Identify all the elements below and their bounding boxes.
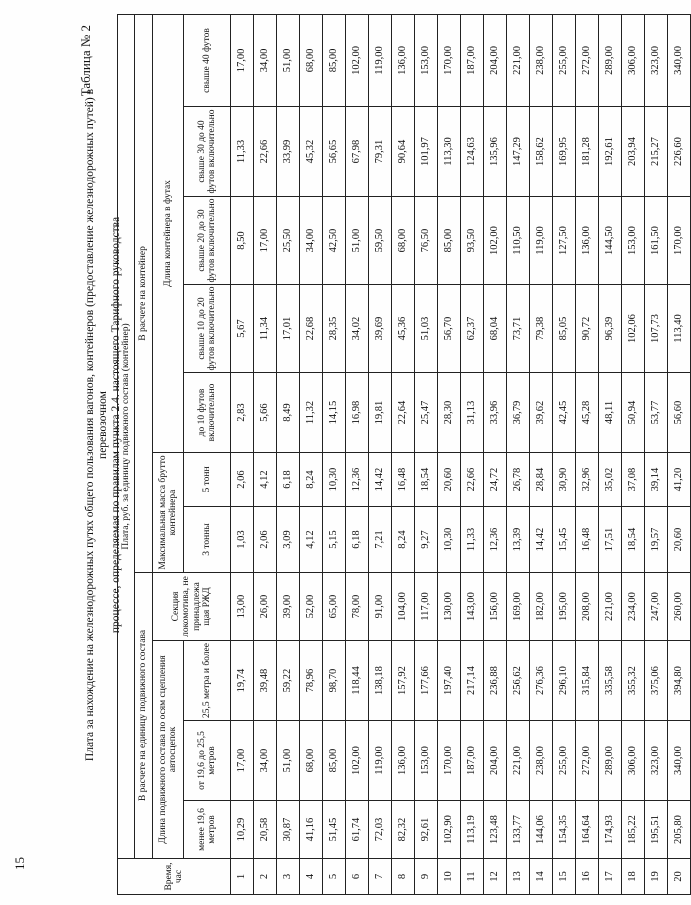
table-cell: 113,40	[668, 285, 691, 373]
table-cell: 78,96	[300, 641, 323, 721]
table-cell: 22,66	[254, 107, 277, 197]
table-row	[461, 14, 484, 894]
table-row	[415, 14, 438, 894]
header-max-mass: Максимальная масса брутто контейнера	[153, 453, 184, 573]
table-cell: 37,08	[622, 453, 645, 507]
table-cell: 221,00	[507, 14, 530, 106]
table-row	[346, 14, 369, 894]
table-cell: 8,49	[277, 373, 300, 453]
table-cell: 85,00	[438, 197, 461, 285]
table-cell: 123,48	[484, 801, 507, 859]
table-cell: 26,78	[507, 453, 530, 507]
table-cell: 255,00	[553, 721, 576, 801]
table-cell: 221,00	[599, 573, 622, 641]
table-cell: 19,81	[369, 373, 392, 453]
table-cell: 226,60	[668, 107, 691, 197]
table-cell: 1	[231, 859, 254, 895]
subheader-7: свыше 10 до 20 футов включительно	[184, 285, 231, 373]
table-cell: 154,35	[553, 801, 576, 859]
table-row	[576, 14, 599, 894]
table-row	[438, 14, 461, 894]
subheader-9: свыше 30 до 40 футов включительно	[184, 107, 231, 197]
table-row	[599, 14, 622, 894]
table-cell: 256,62	[507, 641, 530, 721]
table-cell: 22,64	[392, 373, 415, 453]
table-row	[507, 14, 530, 894]
table-cell: 272,00	[576, 721, 599, 801]
table-cell: 34,00	[254, 14, 277, 106]
table-cell: 50,94	[622, 373, 645, 453]
table-cell: 170,00	[668, 197, 691, 285]
table-cell: 85,00	[323, 721, 346, 801]
table-cell: 3	[277, 859, 300, 895]
table-cell: 135,96	[484, 107, 507, 197]
table-cell: 34,02	[346, 285, 369, 373]
table-cell: 14,15	[323, 373, 346, 453]
table-cell: 260,00	[668, 573, 691, 641]
table-cell: 45,32	[300, 107, 323, 197]
table-cell: 169,95	[553, 107, 576, 197]
table-cell: 6,18	[346, 507, 369, 573]
table-cell: 34,00	[254, 721, 277, 801]
table-row	[484, 14, 507, 894]
table-cell: 234,00	[622, 573, 645, 641]
table-cell: 51,03	[415, 285, 438, 373]
table-cell: 130,00	[438, 573, 461, 641]
table-cell: 117,00	[415, 573, 438, 641]
table-cell: 42,50	[323, 197, 346, 285]
table-cell: 13,39	[507, 507, 530, 573]
table-row	[369, 14, 392, 894]
table-cell: 25,47	[415, 373, 438, 453]
table-cell: 61,74	[346, 801, 369, 859]
table-cell: 133,77	[507, 801, 530, 859]
table-cell: 31,13	[461, 373, 484, 453]
subheader-8: свыше 20 до 30 футов включительно	[184, 197, 231, 285]
table-cell: 85,05	[553, 285, 576, 373]
table-cell: 12,36	[346, 453, 369, 507]
table-cell: 16,98	[346, 373, 369, 453]
table-cell: 161,50	[645, 197, 668, 285]
subheader-5: 5 тонн	[184, 453, 231, 507]
table-cell: 56,70	[438, 285, 461, 373]
table-cell: 153,00	[622, 197, 645, 285]
title-line-1: Плата за нахождение на железнодорожных путях общего пользования вагонов, контейнеров (предоставление железнодорожных путей) в перевозочном	[84, 88, 109, 762]
table-cell: 41,16	[300, 801, 323, 859]
table-cell: 394,80	[668, 641, 691, 721]
table-cell: 192,61	[599, 107, 622, 197]
subheader-6: до 10 футов включительно	[184, 373, 231, 453]
table-cell: 124,63	[461, 107, 484, 197]
table-cell: 13,00	[231, 573, 254, 641]
table-cell: 85,00	[323, 14, 346, 106]
table-cell: 78,00	[346, 573, 369, 641]
table-cell: 255,00	[553, 14, 576, 106]
tariff-table	[117, 14, 691, 895]
table-cell: 7,21	[369, 507, 392, 573]
table-cell: 51,00	[346, 197, 369, 285]
table-cell: 340,00	[668, 14, 691, 106]
table-cell: 8	[392, 859, 415, 895]
table-cell: 153,00	[415, 14, 438, 106]
table-cell: 16,48	[392, 453, 415, 507]
table-cell: 289,00	[599, 721, 622, 801]
page-number: 15	[12, 857, 27, 870]
table-cell: 9	[415, 859, 438, 895]
header-locomotive: Секция локомотива, не принадлежа щая РЖД	[153, 573, 231, 641]
table-cell: 136,00	[392, 14, 415, 106]
table-cell: 68,04	[484, 285, 507, 373]
table-cell: 102,00	[346, 721, 369, 801]
table-cell: 20,58	[254, 801, 277, 859]
table-cell: 181,28	[576, 107, 599, 197]
table-cell: 51,45	[323, 801, 346, 859]
table-cell: 28,84	[530, 453, 553, 507]
table-cell: 10,30	[438, 507, 461, 573]
table-cell: 11,33	[231, 107, 254, 197]
header-plata: Плата, руб. за единицу подвижного состава (контейнер)	[118, 14, 135, 858]
table-cell: 14,42	[369, 453, 392, 507]
table-cell: 39,48	[254, 641, 277, 721]
table-cell: 104,00	[392, 573, 415, 641]
table-row	[392, 14, 415, 894]
table-cell: 17	[599, 859, 622, 895]
table-cell: 12	[484, 859, 507, 895]
header-time: Время, час	[118, 859, 231, 895]
table-cell: 323,00	[645, 721, 668, 801]
header-length-sections: Длина подвижного состава по осям сцепления автосцепок	[153, 641, 184, 859]
table-row	[553, 14, 576, 894]
table-cell: 2,06	[254, 507, 277, 573]
table-cell: 28,30	[438, 373, 461, 453]
table-cell: 185,22	[622, 801, 645, 859]
table-cell: 76,50	[415, 197, 438, 285]
table-cell: 39,00	[277, 573, 300, 641]
table-cell: 4	[300, 859, 323, 895]
table-cell: 170,00	[438, 14, 461, 106]
table-cell: 39,69	[369, 285, 392, 373]
table-cell: 169,00	[507, 573, 530, 641]
table-cell: 73,71	[507, 285, 530, 373]
table-cell: 236,88	[484, 641, 507, 721]
table-cell: 276,36	[530, 641, 553, 721]
table-cell: 102,00	[484, 197, 507, 285]
table-cell: 136,00	[392, 721, 415, 801]
table-cell: 323,00	[645, 14, 668, 106]
table-cell: 30,90	[553, 453, 576, 507]
table-cell: 20,60	[438, 453, 461, 507]
table-cell: 119,00	[369, 721, 392, 801]
subheader-1: менее 19,6 метров	[184, 801, 231, 859]
table-cell: 93,50	[461, 197, 484, 285]
table-cell: 208,00	[576, 573, 599, 641]
table-cell: 6,18	[277, 453, 300, 507]
table-cell: 20,60	[668, 507, 691, 573]
table-cell: 306,00	[622, 14, 645, 106]
subheader-2: от 19,6 до 25,5 метров	[184, 721, 231, 801]
table-cell: 25,50	[277, 197, 300, 285]
table-cell: 170,00	[438, 721, 461, 801]
table-cell: 17,51	[599, 507, 622, 573]
table-cell: 113,19	[461, 801, 484, 859]
table-row	[300, 14, 323, 894]
table-cell: 156,00	[484, 573, 507, 641]
table-cell: 205,80	[668, 801, 691, 859]
table-cell: 102,00	[346, 14, 369, 106]
table-cell: 32,96	[576, 453, 599, 507]
table-cell: 102,06	[622, 285, 645, 373]
table-cell: 296,10	[553, 641, 576, 721]
table-cell: 217,14	[461, 641, 484, 721]
table-cell: 26,00	[254, 573, 277, 641]
table-cell: 24,72	[484, 453, 507, 507]
table-cell: 136,00	[576, 197, 599, 285]
table-row	[645, 14, 668, 894]
table-cell: 20	[668, 859, 691, 895]
table-cell: 30,87	[277, 801, 300, 859]
table-cell: 119,00	[369, 14, 392, 106]
table-cell: 19,57	[645, 507, 668, 573]
table-cell: 335,58	[599, 641, 622, 721]
table-cell: 19,74	[231, 641, 254, 721]
table-cell: 39,14	[645, 453, 668, 507]
table-cell: 14	[530, 859, 553, 895]
table-cell: 1,03	[231, 507, 254, 573]
table-cell: 315,84	[576, 641, 599, 721]
table-cell: 11	[461, 859, 484, 895]
table-cell: 90,72	[576, 285, 599, 373]
table-cell: 5	[323, 859, 346, 895]
table-cell: 18	[622, 859, 645, 895]
table-row	[530, 14, 553, 894]
table-cell: 59,50	[369, 197, 392, 285]
table-cell: 118,44	[346, 641, 369, 721]
table-cell: 4,12	[254, 453, 277, 507]
title-line-2: процессе, определяемая по правилам пункта 2.4. настоящего Тарифного руководства	[110, 216, 122, 634]
table-cell: 41,20	[668, 453, 691, 507]
table-cell: 34,00	[300, 197, 323, 285]
table-cell: 33,99	[277, 107, 300, 197]
table-cell: 215,27	[645, 107, 668, 197]
table-cell: 107,73	[645, 285, 668, 373]
table-cell: 5,66	[254, 373, 277, 453]
table-cell: 2,83	[231, 373, 254, 453]
table-cell: 157,92	[392, 641, 415, 721]
table-cell: 272,00	[576, 14, 599, 106]
table-cell: 204,00	[484, 721, 507, 801]
table-cell: 6	[346, 859, 369, 895]
table-cell: 11,34	[254, 285, 277, 373]
table-body	[231, 14, 691, 894]
table-cell: 187,00	[461, 721, 484, 801]
table-cell: 12,36	[484, 507, 507, 573]
table-cell: 92,61	[415, 801, 438, 859]
table-cell: 340,00	[668, 721, 691, 801]
table-cell: 68,00	[300, 721, 323, 801]
table-cell: 153,00	[415, 721, 438, 801]
table-cell: 15,45	[553, 507, 576, 573]
table-cell: 91,00	[369, 573, 392, 641]
table-cell: 113,30	[438, 107, 461, 197]
table-cell: 98,70	[323, 641, 346, 721]
table-cell: 8,24	[392, 507, 415, 573]
table-cell: 18,54	[415, 453, 438, 507]
header-per-unit: В расчете на единицу подвижного состава	[135, 573, 153, 859]
table-cell: 127,50	[553, 197, 576, 285]
table-cell: 7	[369, 859, 392, 895]
table-cell: 247,00	[645, 573, 668, 641]
table-cell: 51,00	[277, 14, 300, 106]
table-cell: 2,06	[231, 453, 254, 507]
table-cell: 138,18	[369, 641, 392, 721]
table-cell: 79,31	[369, 107, 392, 197]
table-cell: 195,00	[553, 573, 576, 641]
table-cell: 96,39	[599, 285, 622, 373]
table-cell: 16	[576, 859, 599, 895]
subheader-4: 3 тонны	[184, 507, 231, 573]
table-cell: 144,50	[599, 197, 622, 285]
table-row	[277, 14, 300, 894]
table-cell: 204,00	[484, 14, 507, 106]
table-cell: 45,28	[576, 373, 599, 453]
table-cell: 143,00	[461, 573, 484, 641]
table-cell: 62,37	[461, 285, 484, 373]
table-cell: 17,00	[254, 197, 277, 285]
table-cell: 177,66	[415, 641, 438, 721]
table-row	[254, 14, 277, 894]
table-cell: 59,22	[277, 641, 300, 721]
table-cell: 68,00	[392, 197, 415, 285]
table-cell: 22,66	[461, 453, 484, 507]
table-cell: 10	[438, 859, 461, 895]
table-cell: 306,00	[622, 721, 645, 801]
table-cell: 48,11	[599, 373, 622, 453]
table-cell: 90,64	[392, 107, 415, 197]
table-cell: 101,97	[415, 107, 438, 197]
subheader-10: свыше 40 футов	[184, 14, 231, 106]
table-cell: 14,42	[530, 507, 553, 573]
table-label: Таблица № 2	[78, 25, 93, 97]
table-cell: 144,06	[530, 801, 553, 859]
table-cell: 35,02	[599, 453, 622, 507]
table-cell: 182,00	[530, 573, 553, 641]
table-cell: 2	[254, 859, 277, 895]
table-cell: 4,12	[300, 507, 323, 573]
table-cell: 174,93	[599, 801, 622, 859]
table-cell: 8,24	[300, 453, 323, 507]
table-cell: 16,48	[576, 507, 599, 573]
table-cell: 147,29	[507, 107, 530, 197]
table-cell: 17,01	[277, 285, 300, 373]
table-row	[323, 14, 346, 894]
header-container-length: Длина контейнера в футах	[153, 14, 184, 452]
table-cell: 289,00	[599, 14, 622, 106]
table-cell: 164,64	[576, 801, 599, 859]
table-cell: 110,50	[507, 197, 530, 285]
table-cell: 33,96	[484, 373, 507, 453]
table-cell: 10,30	[323, 453, 346, 507]
table-cell: 3,09	[277, 507, 300, 573]
table-cell: 79,38	[530, 285, 553, 373]
table-cell: 17,00	[231, 14, 254, 106]
table-cell: 11,33	[461, 507, 484, 573]
table-cell: 19	[645, 859, 668, 895]
table-cell: 9,27	[415, 507, 438, 573]
table-cell: 39,62	[530, 373, 553, 453]
table-cell: 52,00	[300, 573, 323, 641]
table-cell: 72,03	[369, 801, 392, 859]
table-cell: 56,60	[668, 373, 691, 453]
subheader-3: 25,5 метра и более	[184, 641, 231, 721]
table-cell: 375,06	[645, 641, 668, 721]
table-cell: 238,00	[530, 721, 553, 801]
table-cell: 238,00	[530, 14, 553, 106]
table-cell: 158,62	[530, 107, 553, 197]
table-cell: 68,00	[300, 14, 323, 106]
table-cell: 42,45	[553, 373, 576, 453]
table-cell: 18,54	[622, 507, 645, 573]
table-row	[668, 14, 691, 894]
table-cell: 5,67	[231, 285, 254, 373]
table-cell: 187,00	[461, 14, 484, 106]
table-cell: 10,29	[231, 801, 254, 859]
table-cell: 11,32	[300, 373, 323, 453]
table-cell: 221,00	[507, 721, 530, 801]
table-cell: 45,36	[392, 285, 415, 373]
table-cell: 53,77	[645, 373, 668, 453]
table-cell: 195,51	[645, 801, 668, 859]
table-cell: 65,00	[323, 573, 346, 641]
header-per-container: В расчете на контейнер	[135, 14, 153, 572]
table-cell: 51,00	[277, 721, 300, 801]
table-cell: 82,32	[392, 801, 415, 859]
table-cell: 17,00	[231, 721, 254, 801]
table-cell: 355,32	[622, 641, 645, 721]
table-cell: 36,79	[507, 373, 530, 453]
table-cell: 8,50	[231, 197, 254, 285]
table-cell: 22,68	[300, 285, 323, 373]
table-cell: 67,98	[346, 107, 369, 197]
table-row	[622, 14, 645, 894]
table-cell: 203,94	[622, 107, 645, 197]
table-cell: 5,15	[323, 507, 346, 573]
table-row	[231, 14, 254, 894]
table-cell: 56,65	[323, 107, 346, 197]
table-cell: 28,35	[323, 285, 346, 373]
table-cell: 13	[507, 859, 530, 895]
table-cell: 119,00	[530, 197, 553, 285]
table-cell: 102,90	[438, 801, 461, 859]
table-cell: 15	[553, 859, 576, 895]
table-cell: 197,40	[438, 641, 461, 721]
